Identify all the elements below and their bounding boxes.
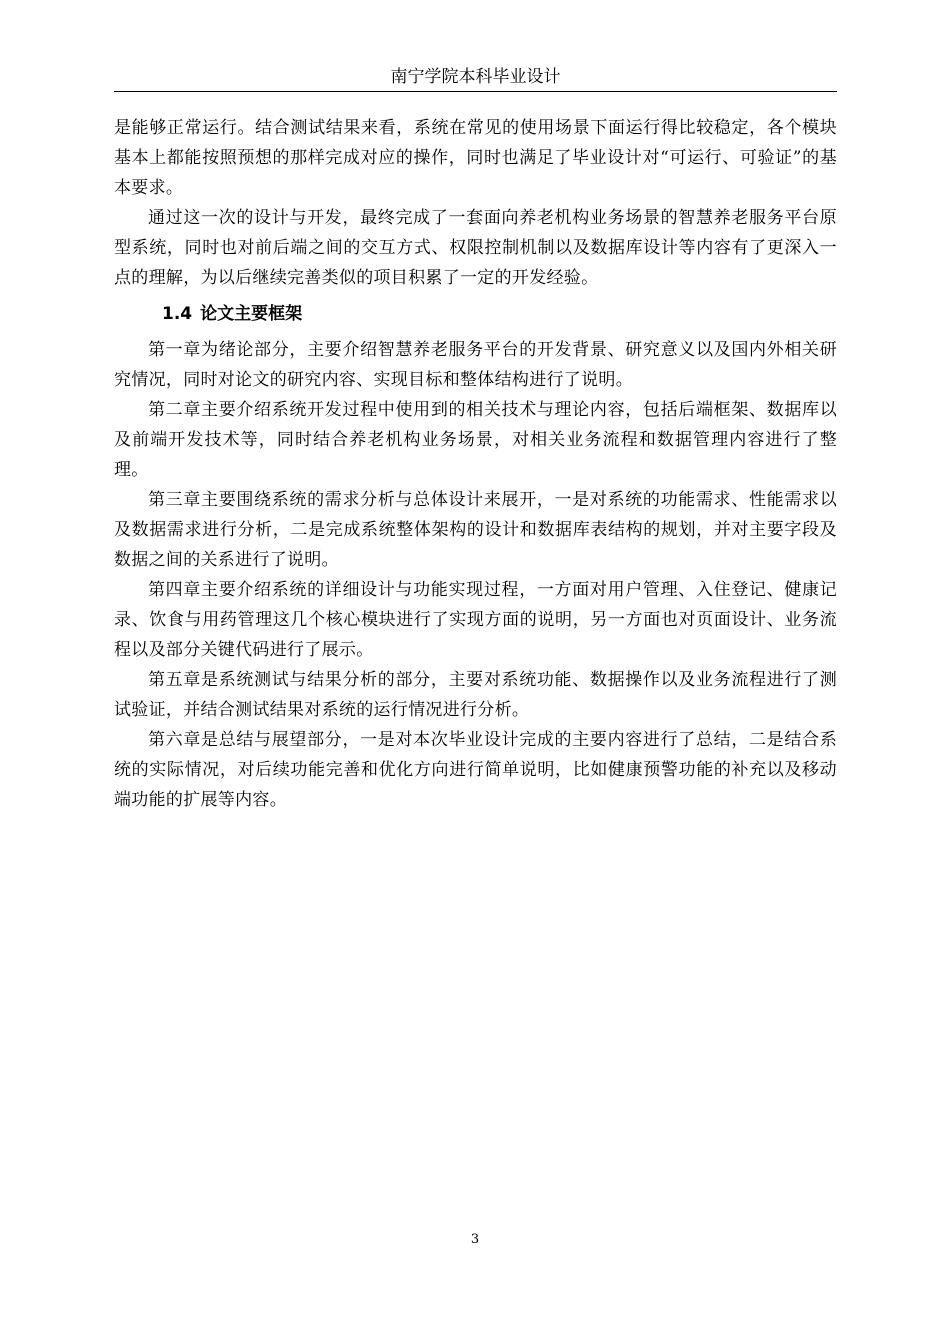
page-header <box>114 64 837 92</box>
section-title: 论文主要框架 <box>200 304 303 324</box>
section-heading <box>162 299 837 329</box>
paragraph-chapter-2: 第二章主要介绍系统开发过程中使用到的相关技术与理论内容，包括后端框架、数据库以及前端开发技术等，同时结合养老机构业务场景，对相关业务流程和数据管理内容进行了整理。 <box>114 400 837 480</box>
paragraph-chapter-4: 第四章主要介绍系统的详细设计与功能实现过程，一方面对用户管理、入住登记、健康记录、饮食与用药管理这几个核心模块进行了实现方面的说明，另一方面也对页面设计、业务流程以及部分关键代码进行了展示。 <box>114 580 837 660</box>
paragraph-chapter-1: 第一章为绪论部分，主要介绍智慧养老服务平台的开发背景、研究意义以及国内外相关研究情况，同时对论文的研究内容、实现目标和整体结构进行了说明。 <box>114 340 837 390</box>
paragraph-chapter-6: 第六章是总结与展望部分，一是对本次毕业设计完成的主要内容进行了总结，二是结合系统的实际情况，对后续功能完善和优化方向进行简单说明，比如健康预警功能的补充以及移动端功能的扩展等内容。 <box>114 730 837 810</box>
paragraph-continued: 是能够正常运行。结合测试结果来看，系统在常见的使用场景下面运行得比较稳定，各个模块基本上都能按照预想的那样完成对应的操作，同时也满足了毕业设计对“可运行、可验证”的基本要求。 <box>114 118 837 198</box>
page-number: 3 <box>470 1232 480 1247</box>
paragraph-chapter-5: 第五章是系统测试与结果分析的部分，主要对系统功能、数据操作以及业务流程进行了测试验证，并结合测试结果对系统的运行情况进行分析。 <box>114 670 837 720</box>
document-body <box>114 113 837 815</box>
section-number: 1.4 <box>162 304 193 324</box>
header-title: 南宁学院本科毕业设计 <box>390 67 561 87</box>
paragraph-chapter-3: 第三章主要围绕系统的需求分析与总体设计来展开，一是对系统的功能需求、性能需求以及数据需求进行分析，二是完成系统整体架构的设计和数据库表结构的规划，并对主要字段及数据之间的关系进行了说明。 <box>114 490 837 570</box>
paragraph-summary: 通过这一次的设计与开发，最终完成了一套面向养老机构业务场景的智慧养老服务平台原型系统，同时也对前后端之间的交互方式、权限控制机制以及数据库设计等内容有了更深入一点的理解，为以后继续完善类似的项目积累了一定的开发经验。 <box>114 208 837 288</box>
